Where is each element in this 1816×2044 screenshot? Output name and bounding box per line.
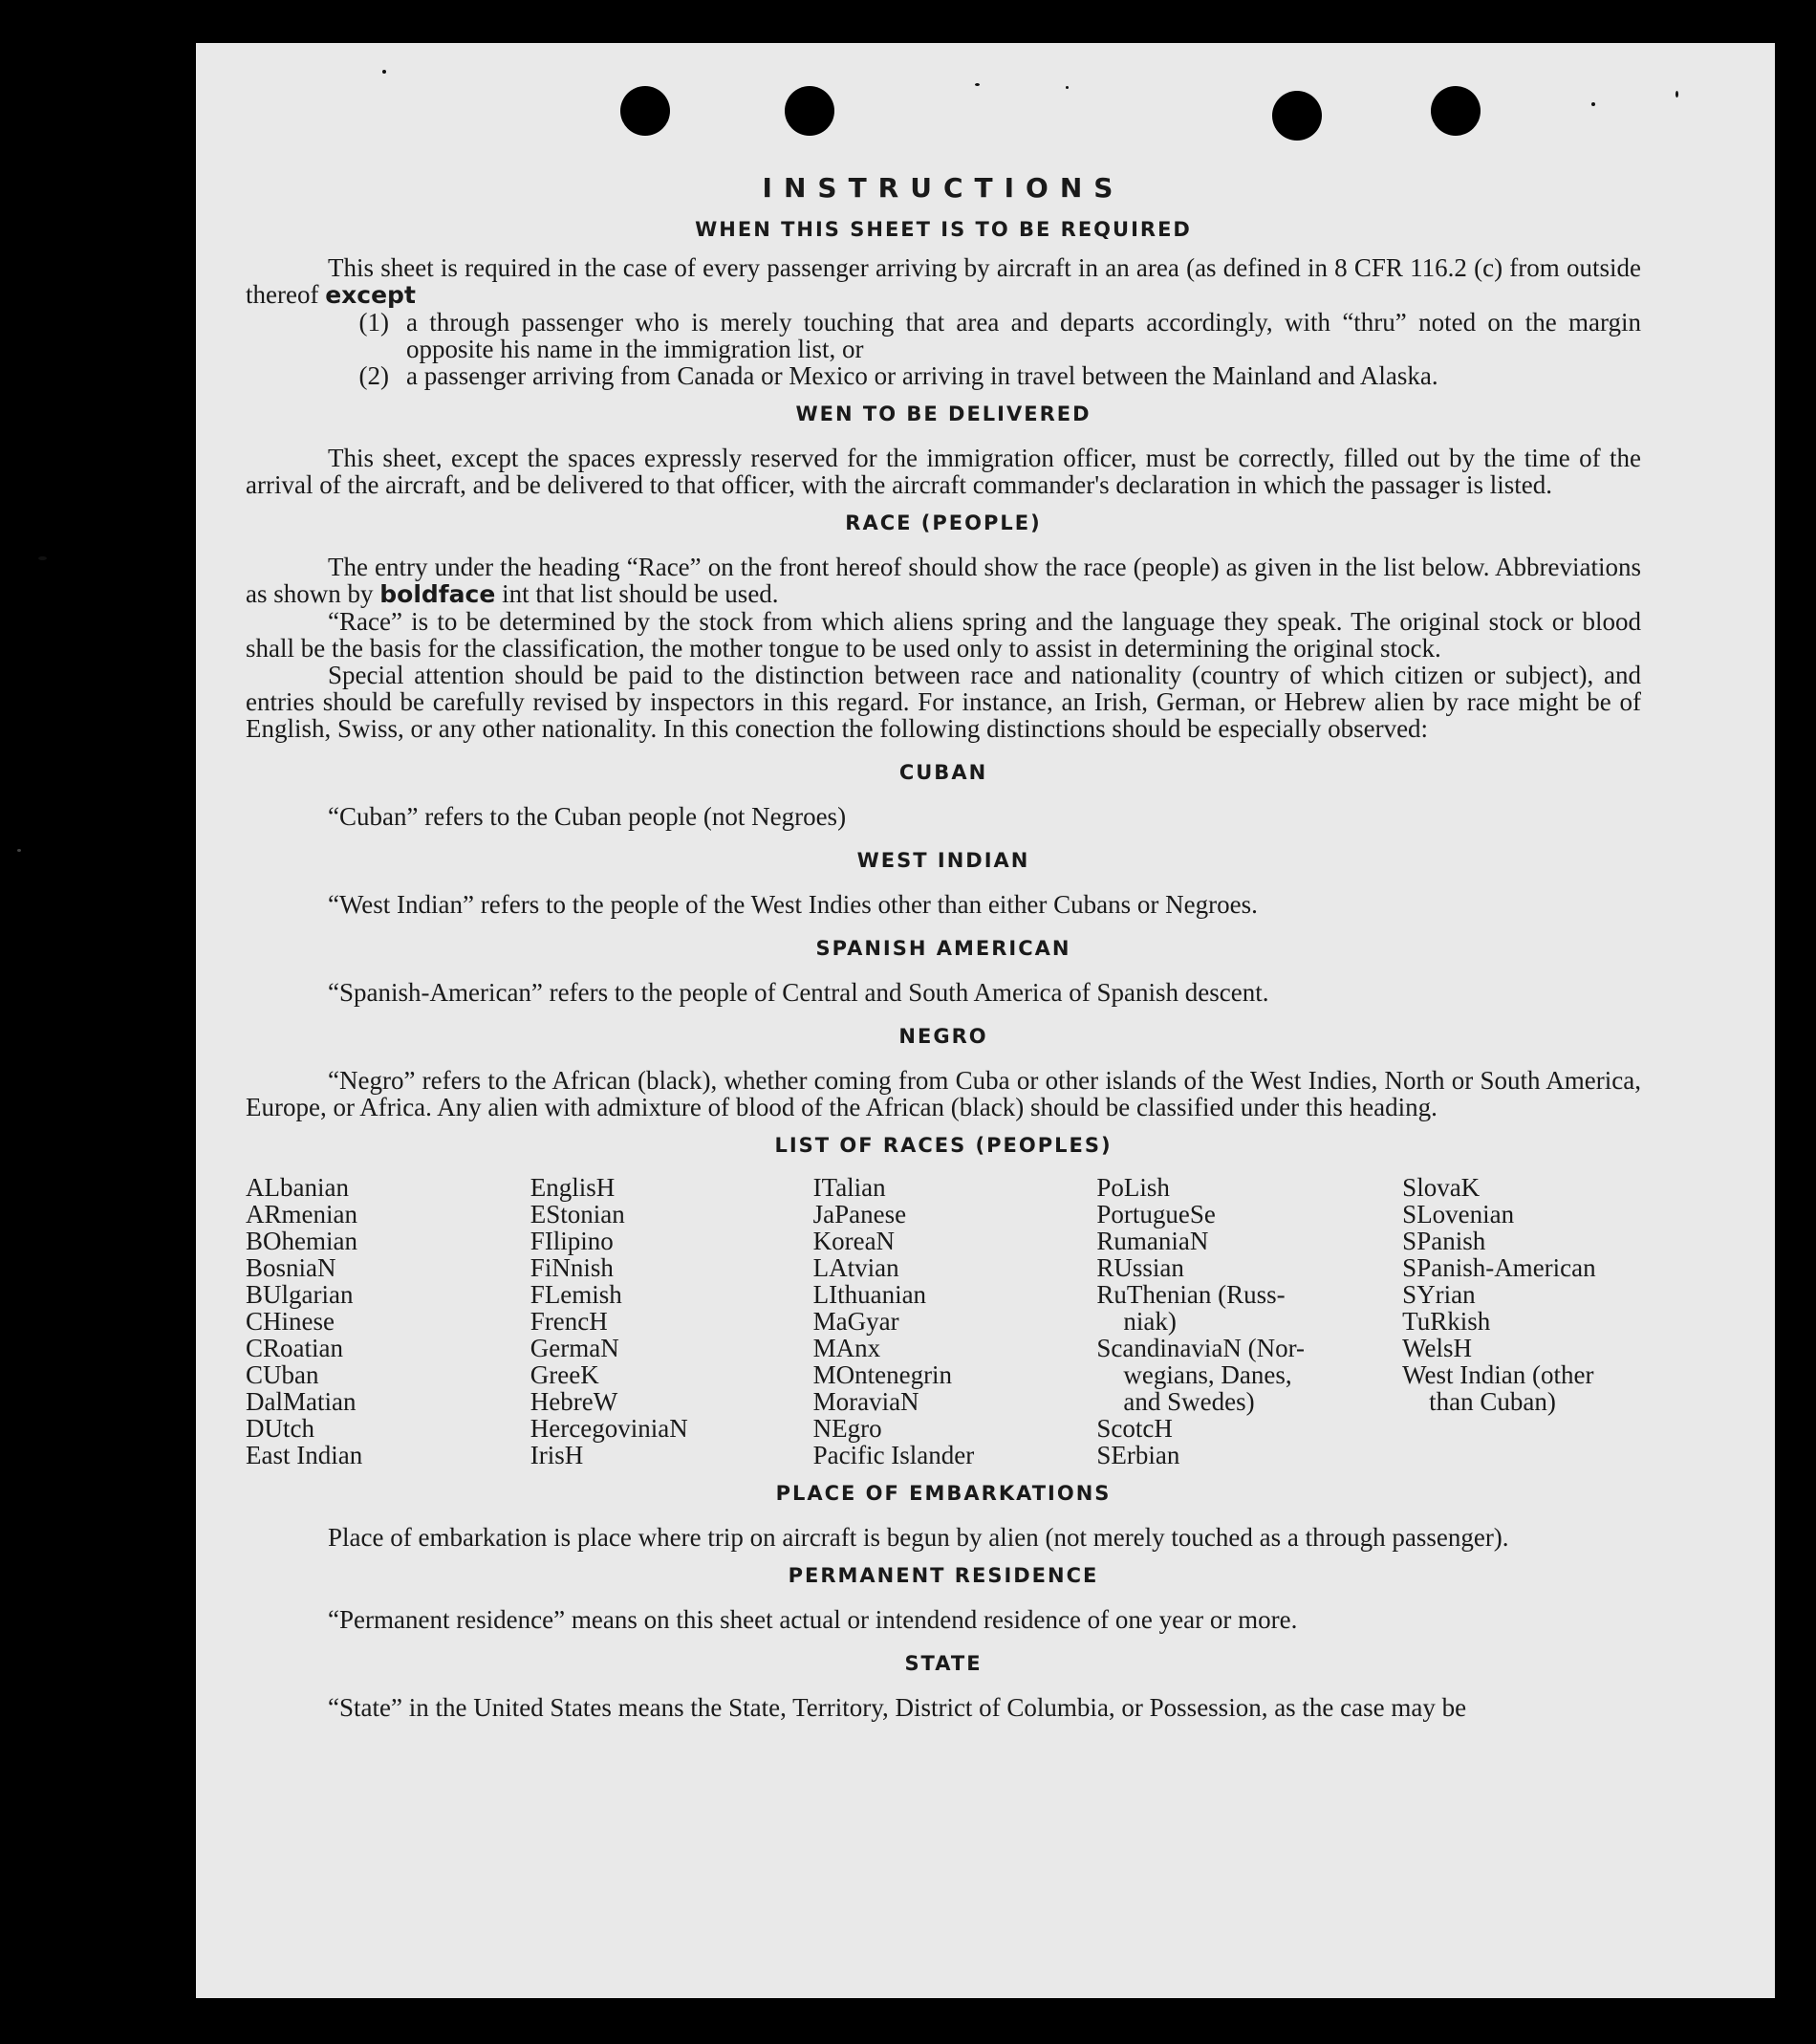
heading-when-required: WHEN THIS SHEET IS TO BE REQUIRED: [695, 218, 1192, 241]
item-number: (2): [358, 361, 389, 390]
race-paragraph-3: Special attention should be paid to the distinction between race and nationality (country of which citizen or subject), and entries should be carefully revised by inspectors in this regard. For instance, an Irish, German, or Hebrew alien by race might be of English, Swiss, or any other nationality. In this conection the following distinctions should be especially observed:: [246, 661, 1641, 743]
negro-text: “Negro” refers to the African (black), whether coming from Cuba or other islands of the West Indies, North or South America, Europe, or Africa. Any alien with admixture of blood of the African (black) should be classified under this heading.: [246, 1066, 1641, 1121]
heading-race: RACE (PEOPLE): [845, 511, 1042, 534]
race-item: LAtvian: [812, 1253, 899, 1282]
item-number: (1): [358, 308, 389, 337]
race-item: JaPanese: [812, 1200, 907, 1229]
state-text: “State” in the United States means the State, Territory, District of Columbia, or Possession, as the case may be: [328, 1693, 1467, 1722]
heading-state: STATE: [904, 1652, 983, 1675]
race-item: FLemish: [530, 1280, 622, 1309]
race-item: ITalian: [812, 1173, 886, 1202]
race-item: MAnx: [812, 1334, 881, 1362]
race-item: West Indian (other: [1402, 1360, 1594, 1389]
races-column-1: [246, 1174, 530, 1468]
speck: [1066, 86, 1069, 89]
race-paragraph-1: [246, 554, 1641, 608]
except-keyword: except: [325, 281, 416, 309]
race-item: FrencH: [530, 1307, 608, 1336]
heading-west-indian: WEST INDIAN: [856, 849, 1030, 872]
speck: [1675, 91, 1678, 98]
race-item: HercegoviniaN: [530, 1414, 688, 1443]
races-column-2: [530, 1174, 813, 1468]
race-item: NEgro: [812, 1414, 882, 1443]
spanish-american-text: “Spanish-American” refers to the people of Central and South America of Spanish descent.: [328, 978, 1269, 1007]
requirement-text: [246, 254, 1641, 309]
race-item: ScandinaviaN (Nor-: [1096, 1334, 1306, 1362]
punch-hole: [785, 86, 834, 136]
race-item: SlovaK: [1402, 1173, 1481, 1202]
heading-cuban: CUBAN: [898, 761, 988, 784]
delivery-text: This sheet, except the spaces expressly reserved for the immigration officer, must be correctly, filled out by the time of the arrival of the aircraft, and be delivered to that officer, with the aircraft commander's declaration in which the passager is listed.: [246, 444, 1641, 499]
exception-item-1: [246, 309, 1641, 362]
embarkation-text: Place of embarkation is place where trip on aircraft is begun by alien (not merely touched as a through passenger).: [328, 1523, 1509, 1552]
cuban-text: “Cuban” refers to the Cuban people (not Negroes): [328, 802, 847, 831]
race-item: RuThenian (Russ-: [1096, 1280, 1286, 1309]
race-item: SErbian: [1096, 1441, 1180, 1469]
speck: [975, 83, 980, 86]
race-item: ScotcH: [1096, 1414, 1173, 1443]
race-item: RUssian: [1096, 1253, 1184, 1282]
heading-negro: NEGRO: [898, 1025, 988, 1048]
item-text: a through passenger who is merely touching that area and departs accordingly, with “thru” noted on the margin opposite his name in the immigration list, or: [406, 308, 1641, 363]
race-item: PoLish: [1096, 1173, 1170, 1202]
document-sheet: [196, 43, 1775, 1998]
race-paragraph-2: “Race” is to be determined by the stock from which aliens spring and the language they speak. The original stock or blood shall be the basis for the classification, the mother tongue to be used only to assist in determining the original stock.: [246, 607, 1641, 663]
item-text: a passenger arriving from Canada or Mexico or arriving in travel between the Mainland and Alaska.: [406, 361, 1438, 390]
race-item-continuation: than Cuban): [1429, 1387, 1556, 1416]
races-column-3: [813, 1174, 1097, 1468]
race-item: BUlgarian: [246, 1280, 354, 1309]
punch-hole: [1431, 86, 1481, 136]
race-item-continuation: and Swedes): [1123, 1387, 1255, 1416]
race-item: ALbanian: [246, 1173, 349, 1202]
race-item: EnglisH: [530, 1173, 616, 1202]
heading-permanent-residence: PERMANENT RESIDENCE: [788, 1564, 1099, 1587]
race-item: IrisH: [530, 1441, 584, 1469]
race-item-continuation: wegians, Danes,: [1123, 1360, 1292, 1389]
exception-item-2: [246, 362, 1641, 389]
race-item: DalMatian: [246, 1387, 357, 1416]
race-item: HebreW: [530, 1387, 618, 1416]
speck: [1591, 102, 1595, 106]
heading-embarkation: PLACE OF EMBARKATIONS: [775, 1482, 1112, 1505]
race-item: CHinese: [246, 1307, 335, 1336]
race-text-b: int that list should be used.: [502, 579, 779, 608]
heading-list-of-races: LIST OF RACES (PEOPLES): [774, 1134, 1113, 1157]
race-item: GermaN: [530, 1334, 619, 1362]
race-item: BosniaN: [246, 1253, 336, 1282]
race-item: Pacific Islander: [812, 1441, 975, 1469]
race-item: PortugueSe: [1096, 1200, 1216, 1229]
punch-hole: [620, 86, 670, 136]
races-column-4: [1096, 1174, 1402, 1468]
race-item: EStonian: [530, 1200, 625, 1229]
page-title: INSTRUCTIONS: [762, 172, 1125, 204]
race-item: LIthuanian: [812, 1280, 927, 1309]
race-item: WelsH: [1402, 1334, 1472, 1362]
west-indian-text: “West Indian” refers to the people of the West Indies other than either Cubans or Negroes.: [328, 890, 1258, 919]
margin-speck: [38, 556, 47, 560]
race-item: FIlipino: [530, 1227, 614, 1255]
race-item: RumaniaN: [1096, 1227, 1209, 1255]
races-list: [246, 1174, 1641, 1468]
race-item: MOntenegrin: [812, 1360, 953, 1389]
race-item: MaGyar: [812, 1307, 899, 1336]
race-item: SPanish-American: [1402, 1253, 1596, 1282]
race-text-a: The entry under the heading “Race” on the front hereof should show the race (people) as given in the list below. Abbreviations as shown by: [246, 553, 1641, 608]
speck: [382, 70, 386, 74]
race-item: KoreaN: [812, 1227, 896, 1255]
punch-hole: [1272, 91, 1322, 141]
heading-when-delivered: WEN TO BE DELIVERED: [795, 402, 1092, 425]
race-item: TuRkish: [1402, 1307, 1491, 1336]
boldface-keyword: boldface: [379, 580, 496, 608]
heading-spanish-american: SPANISH AMERICAN: [815, 937, 1071, 960]
residence-text: “Permanent residence” means on this sheet actual or intendend residence of one year or more.: [328, 1605, 1298, 1634]
requirement-intro: This sheet is required in the case of every passenger arriving by aircraft in an area (as defined in 8 CFR 116.2 (c) from outside thereof: [246, 253, 1641, 309]
race-item: GreeK: [530, 1360, 599, 1389]
race-item: FiNnish: [530, 1253, 614, 1282]
race-item-continuation: niak): [1123, 1307, 1177, 1336]
races-column-5: [1402, 1174, 1641, 1468]
race-item: CRoatian: [246, 1334, 343, 1362]
margin-speck: [17, 849, 21, 852]
race-item: CUban: [246, 1360, 319, 1389]
race-item: MoraviaN: [812, 1387, 919, 1416]
race-item: SPanish: [1402, 1227, 1486, 1255]
race-item: DUtch: [246, 1414, 314, 1443]
race-item: SLovenian: [1402, 1200, 1515, 1229]
race-item: BOhemian: [246, 1227, 357, 1255]
race-item: ARmenian: [246, 1200, 357, 1229]
race-item: SYrian: [1402, 1280, 1476, 1309]
race-item: East Indian: [246, 1441, 363, 1469]
document-content: [246, 172, 1641, 1721]
